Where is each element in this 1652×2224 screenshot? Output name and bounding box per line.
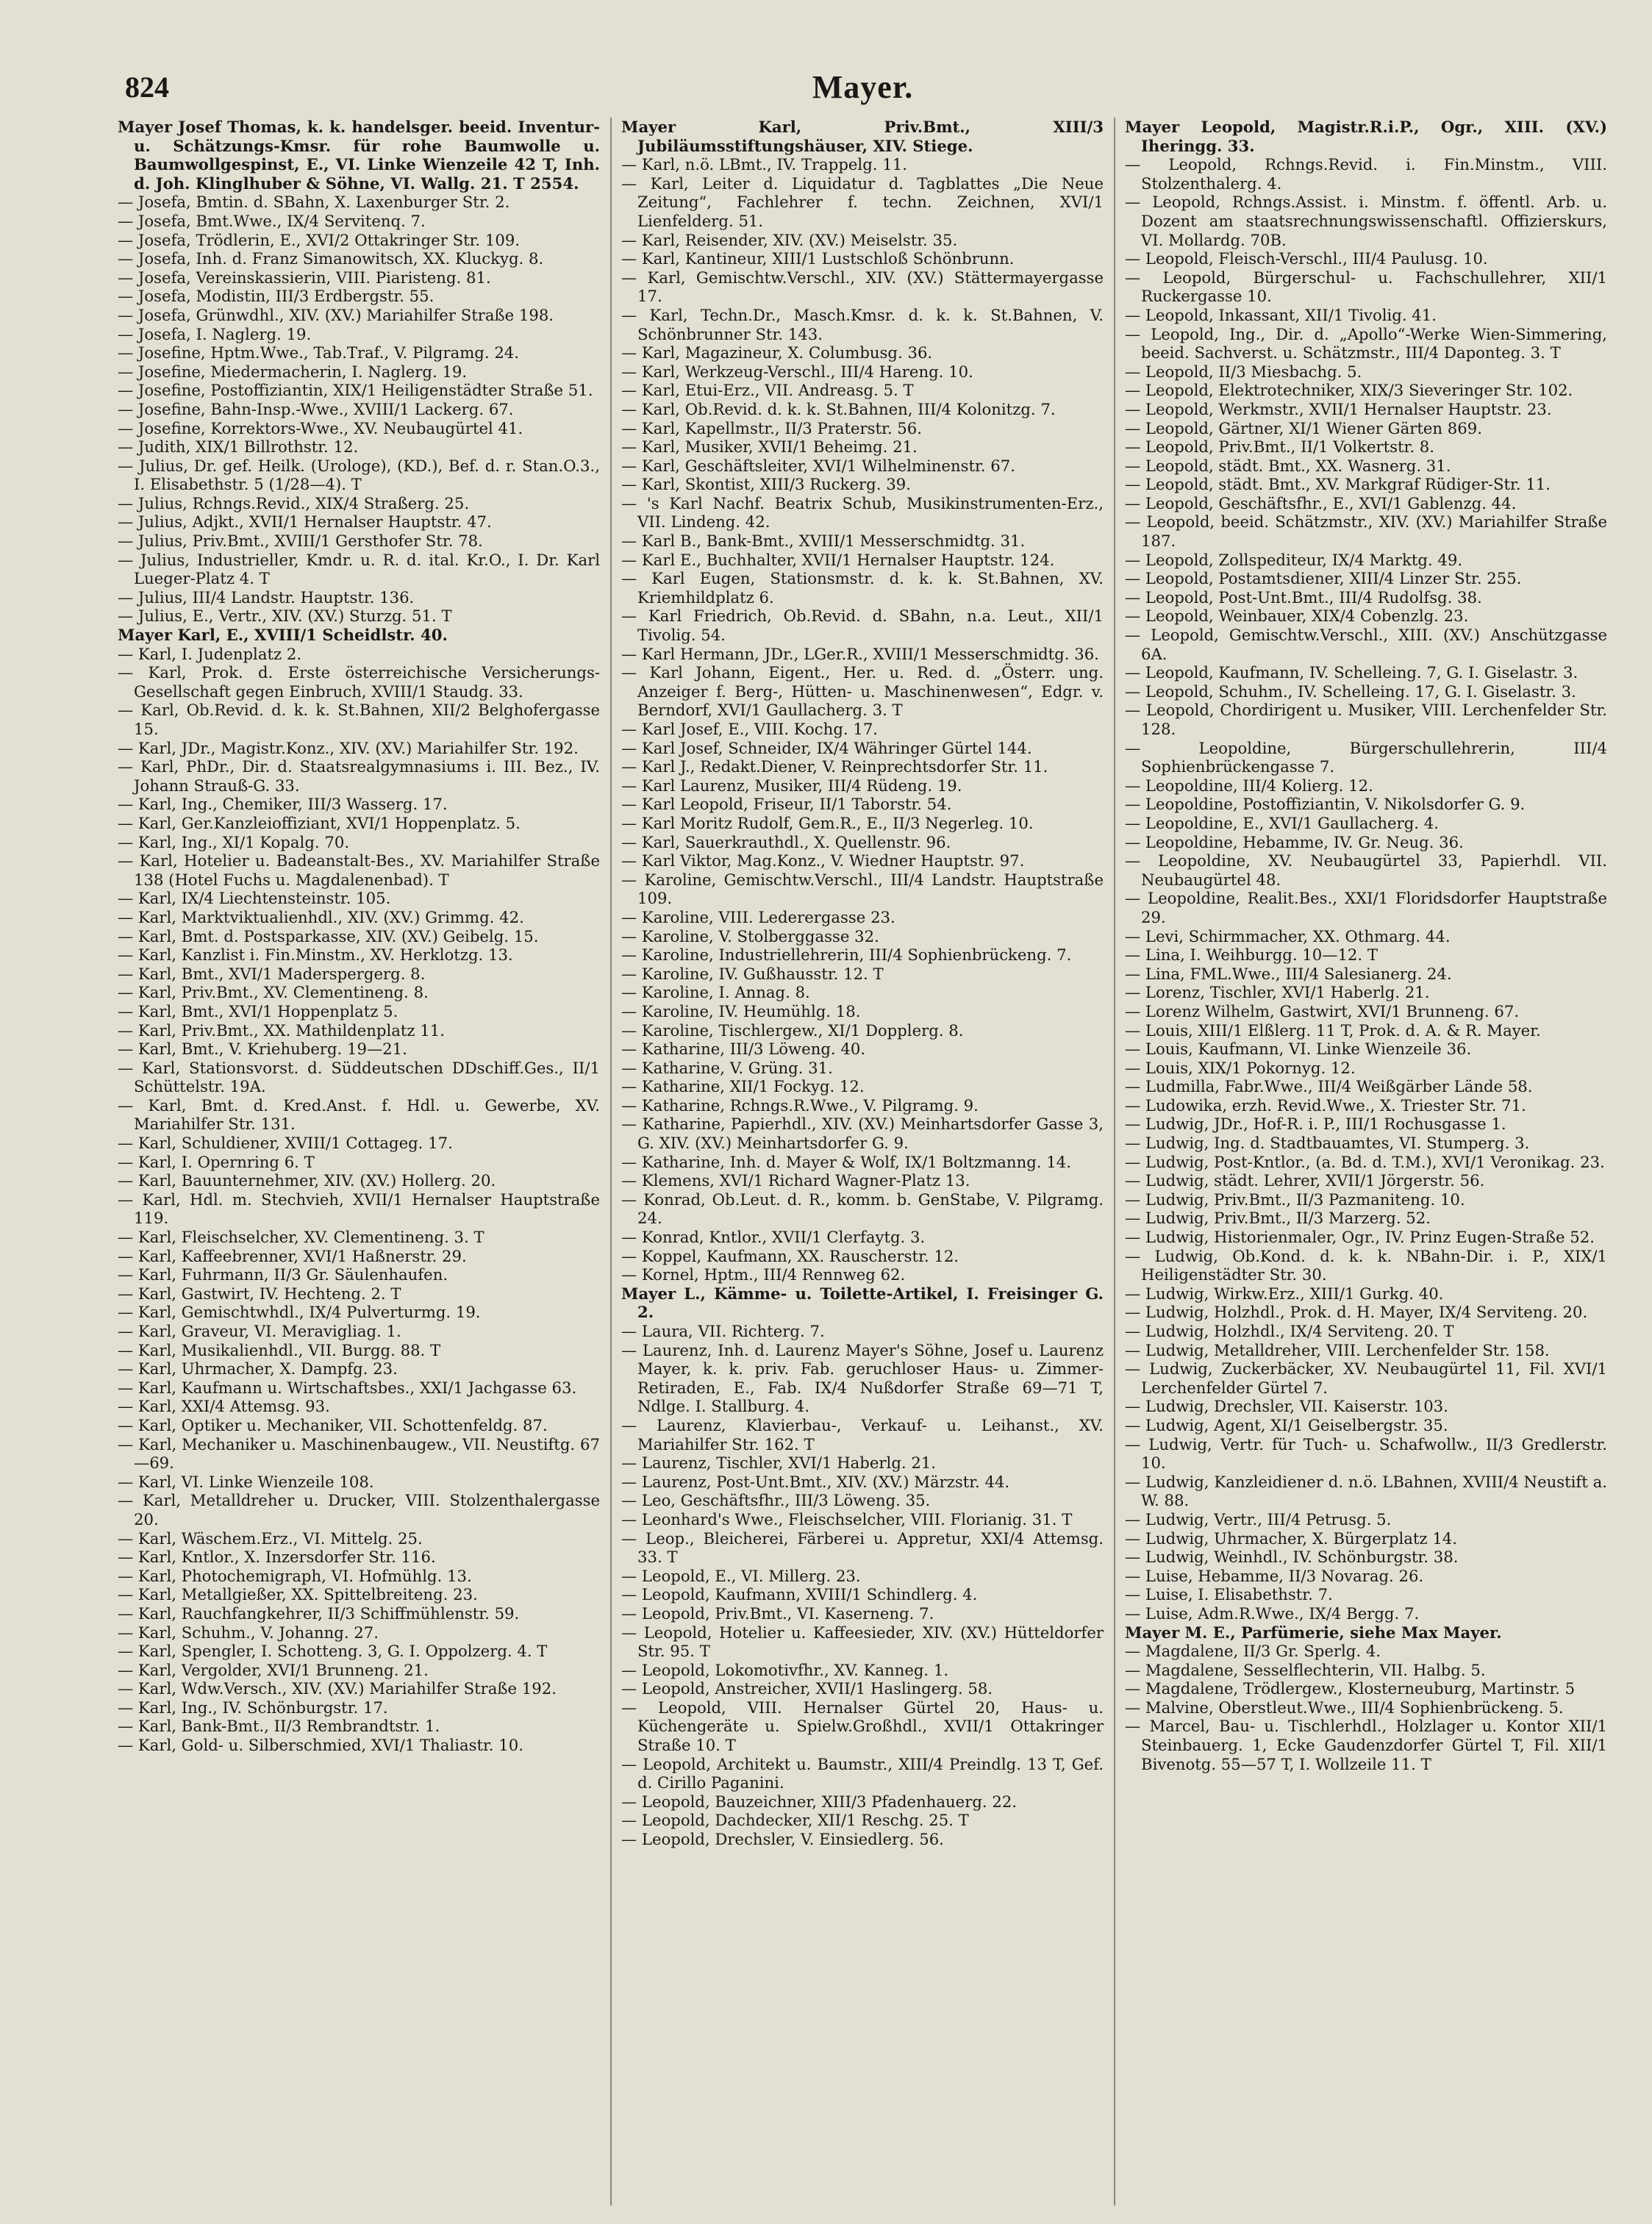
directory-entry: — Karl, Wdw.Versch., XIV. (XV.) Mariahilfer Straße 192. (118, 1679, 557, 1698)
directory-entry: — Karl, Bank-Bmt., II/3 Rembrandtstr. 1. (118, 1717, 440, 1736)
directory-entry: — Leopoldine, E., XVI/1 Gaullacherg. 4. (1125, 813, 1439, 832)
directory-entry: — Leopold, Weinbauer, XIX/4 Cobenzlg. 23. (1125, 607, 1469, 626)
directory-entry: — Karl Viktor, Mag.Konz., V. Wiedner Hauptstr. 97. (621, 851, 1025, 870)
directory-entry: — Leopold, Rchngs.Assist. i. Minstm. f. öffentl. Arb. u. Dozent am staatsrechnungswissenschaftl. Offizierskurs, VI. Mollardg. 70B. (1125, 193, 1607, 249)
directory-entry: — Karl, Mechaniker u. Maschinenbaugew., VII. Neustiftg. 67—69. (118, 1434, 600, 1473)
directory-entry: — Katharine, V. Grüng. 31. (621, 1058, 833, 1077)
directory-entry: — Ludwig, Holzhdl., Prok. d. H. Mayer, IX/4 Serviteng. 20. (1125, 1303, 1588, 1322)
directory-entry: — Karl, JDr., Magistr.Konz., XIV. (XV.) Mariahilfer Str. 192. (118, 738, 579, 757)
directory-entry: — Lorenz Wilhelm, Gastwirt, XVI/1 Brunneng. 67. (1125, 1001, 1520, 1020)
directory-entry: — Karl, Gemischtwhdl., IX/4 Pulverturmg. 19. (118, 1303, 481, 1322)
directory-entry: — Malvine, Oberstleut.Wwe., III/4 Sophienbrückeng. 5. (1125, 1698, 1564, 1717)
directory-entry: — Josefa, I. Naglerg. 19. (118, 324, 312, 343)
directory-entry: — Ludowika, erzh. Revid.Wwe., X. Triester Str. 71. (1125, 1095, 1526, 1115)
directory-entry: — Luise, Adm.R.Wwe., IX/4 Bergg. 7. (1125, 1603, 1420, 1623)
directory-entry: — Karl, Stationsvorst. d. Süddeutschen DDschiff.Ges., II/1 Schüttelstr. 19A. (118, 1058, 600, 1096)
directory-entry: — Josefa, Bmt.Wwe., IX/4 Servitenq. 7. (118, 211, 426, 230)
directory-entry: — Josefine, Postoffiziantin, XIX/1 Heiligenstädter Straße 51. (118, 381, 593, 400)
directory-entry: — Leopold, Drechsler, V. Einsiedlerg. 56. (621, 1830, 944, 1849)
directory-entry: — Laurenz, Tischler, XVI/1 Haberlg. 21. (621, 1454, 937, 1473)
directory-entry: — Karl, Priv.Bmt., XX. Mathildenplatz 11. (118, 1020, 445, 1040)
directory-entry: — Josefa, Trödlerin, E., XVI/2 Ottakringer Str. 109. (118, 230, 521, 249)
directory-entry: — Magdalene, Sesselflechterin, VII. Halbg. 5. (1125, 1660, 1486, 1679)
directory-entry: — Louis, XIII/1 Elßlerg. 11 T, Prok. d. A. & R. Mayer. (1125, 1020, 1541, 1040)
directory-entry: — Karl, Metallgießer, XX. Spittelbreiteng. 23. (118, 1585, 478, 1604)
directory-entry: — Leopold, Architekt u. Baumstr., XIII/4 Preindlg. 13 T, Gef. d. Cirillo Paganini. (621, 1754, 1104, 1792)
directory-entry: — Leopold, Postamtsdiener, XIII/4 Linzer Str. 255. (1125, 569, 1522, 588)
directory-entry: — Ludwig, Holzhdl., IX/4 Serviteng. 20. T (1125, 1322, 1454, 1340)
directory-entry: — Karl, Ing., XI/1 Kopalg. 70. (118, 832, 350, 851)
directory-entry: — Katharine, Rchngs.R.Wwe., V. Pilgramg. 9. (621, 1095, 979, 1115)
directory-entry: — Karl, Hdl. m. Stechvieh, XVII/1 Hernalser Hauptstraße 119. (118, 1190, 600, 1228)
directory-entry: Mayer Karl, E., XVIII/1 Scheidlstr. 40. (118, 626, 448, 645)
directory-entry: — Louis, Kaufmann, VI. Linke Wienzeile 36. (1125, 1040, 1472, 1059)
directory-entry: — Ludwig, Vertr., III/4 Petrusg. 5. (1125, 1509, 1392, 1528)
directory-entry: — Karl, Bmt. d. Kred.Anst. f. Hdl. u. Gewerbe, XV. Mariahilfer Str. 131. (118, 1095, 600, 1134)
directory-entry: — Konrad, Ob.Leut. d. R., komm. b. GenStabe, V. Pilgramg. 24. (621, 1190, 1104, 1228)
directory-entry: Mayer L., Kämme- u. Toilette-Artikel, I. Freisinger G. 2. (621, 1284, 1104, 1322)
directory-entry: — Leopold, Priv.Bmt., VI. Kaserneng. 7. (621, 1603, 934, 1623)
directory-entry: — Katharine, Inh. d. Mayer & Wolf, IX/1 Boltzmanng. 14. (621, 1152, 1071, 1171)
running-title: Mayer. (812, 69, 914, 105)
directory-entry: — Julius, Rchngs.Revid., XIX/4 Straßerg. 25. (118, 493, 470, 512)
directory-entry: — Karoline, IV. Gußhausstr. 12. T (621, 964, 884, 983)
directory-entry: — Levi, Schirmmacher, XX. Othmarg. 44. (1125, 926, 1451, 945)
directory-entry: — Karl, Fuhrmann, II/3 Gr. Säulenhaufen. (118, 1265, 448, 1284)
directory-entry: — Ludwig, Drechsler, VII. Kaiserstr. 103. (1125, 1397, 1448, 1416)
directory-entry: — Karl, Magazineur, X. Columbusg. 36. (621, 343, 933, 362)
directory-entry: — Josefa, Bmtin. d. SBahn, X. Laxenburger Str. 2. (118, 193, 510, 212)
directory-entry: — Karl, Kantineur, XIII/1 Lustschloß Schönbrunn. (621, 249, 1015, 268)
directory-entry: — Karl, Schuldiener, XVIII/1 Cottageg. 17. (118, 1134, 453, 1153)
directory-entry: — Louis, XIX/1 Pokornyg. 12. (1125, 1058, 1356, 1077)
directory-entry: — Leopold, Schuhm., IV. Schelleing. 17, G. I. Giselastr. 3. (1125, 682, 1576, 701)
directory-entry: — Karl, Vergolder, XVI/1 Brunneng. 21. (118, 1660, 429, 1679)
directory-entry: — Leopold, Gemischtw.Verschl., XIII. (XV.) Anschützgasse 6A. (1125, 626, 1607, 663)
directory-entry: — Katharine, III/3 Löweng. 40. (621, 1040, 866, 1059)
directory-entry: — Kornel, Hptm., III/4 Rennweg 62. (621, 1265, 906, 1284)
directory-entry: — Leopold, Elektrotechniker, XIX/3 Sieveringer Str. 102. (1125, 381, 1573, 400)
directory-entry: — Ludwig, Ing. d. Stadtbauamtes, VI. Stumperg. 3. (1125, 1134, 1530, 1153)
directory-entry: — Karl, Uhrmacher, X. Dampfg. 23. (118, 1359, 398, 1379)
directory-entry: — Karl, Marktviktualienhdl., XIV. (XV.) Grimmg. 42. (118, 907, 524, 926)
page-number: 824 (125, 71, 169, 104)
directory-entry: — Katharine, Papierhdl., XIV. (XV.) Meinhartsdorfer Gasse 3, G. XIV. (XV.) Meinhartsdorfer G. 9. (621, 1115, 1104, 1153)
directory-entry: — Leopold, beeid. Schätzmstr., XIV. (XV.) Mariahilfer Straße 187. (1125, 512, 1607, 551)
directory-entry: — Karl Friedrich, Ob.Revid. d. SBahn, n.a. Leut., XII/1 Tivolig. 54. (621, 607, 1104, 645)
directory-entry: — Karl, I. Opernring 6. T (118, 1152, 315, 1171)
directory-entry: — Karl, Priv.Bmt., XV. Clementineng. 8. (118, 983, 429, 1002)
directory-entry: — Karl, Ob.Revid. d. k. k. St.Bahnen, XII/2 Belghofergasse 15. (118, 701, 600, 738)
directory-entry: — Julius, Adjkt., XVII/1 Hernalser Hauptstr. 47. (118, 512, 492, 532)
directory-entry: — Josefine, Korrektors-Wwe., XV. Neubaugürtel 41. (118, 418, 523, 437)
directory-entry: — Lina, I. Weihburgg. 10—12. T (1125, 945, 1379, 965)
directory-entry: — Karl, Kaffeebrenner, XVI/1 Haßnerstr. 29. (118, 1246, 467, 1265)
directory-entry: — Magdalene, II/3 Gr. Sperlg. 4. (1125, 1642, 1381, 1661)
directory-entry: — Leopold, städt. Bmt., XV. Markgraf Rüdiger-Str. 11. (1125, 475, 1551, 494)
directory-entry: — Leopold, Werkmstr., XVII/1 Hernalser Hauptstr. 23. (1125, 399, 1552, 418)
directory-entry: — Karl, n.ö. LBmt., IV. Trappelg. 11. (621, 155, 907, 174)
directory-entry: — Karl Moritz Rudolf, Gem.R., E., II/3 Negerleg. 10. (621, 813, 1034, 832)
directory-entry: — Karl E., Buchhalter, XVII/1 Hernalser Hauptstr. 124. (621, 550, 1055, 569)
directory-entry: — Ludwig, Zuckerbäcker, XV. Neubaugürtel 11, Fil. XVI/1 Lerchenfelder Gürtel 7. (1125, 1359, 1607, 1397)
directory-entry: — Ludwig, Post-Kntlor., (a. Bd. d. T.M.), XVI/1 Veronikag. 23. (1125, 1152, 1605, 1171)
directory-entry: — Karl, Leiter d. Liquidatur d. Tagblattes „Die Neue Zeitung“, Fachlehrer f. techn. Zeichnen, XVI/1 Lienfelderg. 51. (621, 174, 1104, 230)
directory-entry: — Julius, E., Vertr., XIV. (XV.) Sturzg. 51. T (118, 607, 452, 626)
directory-entry: — Luise, I. Elisabethstr. 7. (1125, 1585, 1333, 1604)
directory-entry: — Ludwig, Kanzleidiener d. n.ö. LBahnen, XVIII/4 Neustift a. W. 88. (1125, 1472, 1607, 1510)
directory-entry: — Laurenz, Klavierbau-, Verkauf- u. Leihanst., XV. Mariahilfer Str. 162. T (621, 1415, 1104, 1454)
directory-entry: — Leopold, Dachdecker, XII/1 Reschg. 25. T (621, 1811, 969, 1830)
directory-entry: — Karl, Geschäftsleiter, XVI/1 Wilhelminenstr. 67. (621, 456, 1015, 475)
directory-entry: — Leopold, Hotelier u. Kaffeesieder, XIV. (XV.) Hütteldorfer Str. 95. T (621, 1623, 1104, 1661)
directory-entry: — Karoline, V. Stolberggasse 32. (621, 926, 879, 945)
directory-entry: — Leopold, Zollspediteur, IX/4 Marktg. 49. (1125, 550, 1463, 569)
directory-entry: — Leopold, E., VI. Millerg. 23. (621, 1566, 861, 1585)
directory-entry: — Karl, Skontist, XIII/3 Ruckerg. 39. (621, 475, 911, 494)
directory-entry: — Karl, Kapellmstr., II/3 Praterstr. 56. (621, 418, 922, 437)
directory-entry: Mayer M. E., Parfümerie, siehe Max Mayer. (1125, 1623, 1502, 1642)
directory-entry: — Karl, Prok. d. Erste österreichische Versicherungs-Gesellschaft gegen Einbruch, XVIII/1 Staudg. 33. (118, 663, 600, 701)
directory-entry: — Josefa, Inh. d. Franz Simanowitsch, XX. Kluckyg. 8. (118, 249, 544, 268)
directory-entry: — Ludwig, Metalldreher, VIII. Lerchenfelder Str. 158. (1125, 1340, 1550, 1359)
directory-entry: — Karl, Musikalienhdl., VII. Burgg. 88. T (118, 1340, 441, 1359)
directory-entry: — Karl Leopold, Friseur, II/1 Taborstr. 54. (621, 795, 952, 814)
directory-entry: — Leopold, Lokomotivfhr., XV. Kanneg. 1. (621, 1660, 949, 1679)
directory-entry: — Ludwig, Priv.Bmt., II/3 Marzerg. 52. (1125, 1209, 1431, 1228)
directory-entry: — Leop., Bleicherei, Färberei u. Appretur, XXI/4 Attemsg. 33. T (621, 1528, 1104, 1567)
directory-entry: — Karl, Reisender, XIV. (XV.) Meiselstr. 35. (621, 230, 958, 249)
directory-entry: — Karl, Ger.Kanzleioffiziant, XVI/1 Hoppenplatz. 5. (118, 813, 521, 832)
directory-entry: Mayer Karl, Priv.Bmt., XIII/3 Jubiläumsstiftungshäuser, XIV. Stiege. (621, 118, 1104, 155)
directory-entry: — Karl, XXI/4 Attemsg. 93. (118, 1397, 330, 1416)
directory-entry: — Luise, Hebamme, II/3 Novarag. 26. (1125, 1566, 1424, 1585)
directory-entry: — Josefa, Modistin, III/3 Erdbergstr. 55. (118, 287, 435, 306)
directory-entry: — Leopoldine, Bürgerschullehrerin, III/4 Sophienbrückengasse 7. (1125, 738, 1607, 776)
directory-entry: — Karl, Bmt., XVI/1 Hoppenplatz 5. (118, 1001, 398, 1020)
directory-entry: — Karl, Fleischselcher, XV. Clementineng. 3. T (118, 1228, 484, 1247)
directory-entry: — Ludwig, Weinhdl., IV. Schönburgstr. 38. (1125, 1548, 1459, 1567)
directory-entry: — Leopold, Anstreicher, XVII/1 Haslingerg. 58. (621, 1679, 993, 1698)
directory-entry: — Karl, Rauchfangkehrer, II/3 Schiffmühlenstr. 59. (118, 1603, 520, 1623)
directory-entry: — Karl, Schuhm., V. Johanng. 27. (118, 1623, 379, 1642)
directory-entry: — Karl, Gemischtw.Verschl., XIV. (XV.) Stättermayergasse 17. (621, 268, 1104, 306)
directory-entry: — Julius, Priv.Bmt., XVIII/1 Gersthofer Str. 78. (118, 532, 483, 551)
directory-column-2 (621, 118, 1104, 2206)
directory-entry: — Josefa, Vereinskassierin, VIII. Piaristeng. 81. (118, 268, 491, 287)
directory-entry: — Leopoldine, Hebamme, IV. Gr. Neug. 36. (1125, 832, 1464, 851)
directory-entry: — Josefine, Hptm.Wwe., Tab.Traf., V. Pilgramg. 24. (118, 343, 520, 362)
directory-entry: — Ludwig, Vertr. für Tuch- u. Schafwollw., II/3 Gredlerstr. 10. (1125, 1434, 1607, 1473)
directory-entry: — Karl, I. Judenplatz 2. (118, 644, 302, 663)
directory-entry: — Laurenz, Post-Unt.Bmt., XIV. (XV.) Märzstr. 44. (621, 1472, 1010, 1491)
directory-entry: — Magdalene, Trödlergew., Klosterneuburg, Martinstr. 5 (1125, 1679, 1576, 1698)
directory-entry: — Ludwig, Wirkw.Erz., XIII/1 Gurkg. 40. (1125, 1284, 1444, 1303)
directory-entry: — Ludmilla, Fabr.Wwe., III/4 Weißgärber Lände 58. (1125, 1077, 1533, 1096)
directory-entry: — Julius, Industrieller, Kmdr. u. R. d. ital. Kr.O., I. Dr. Karl Lueger-Platz 4. T (118, 550, 600, 588)
directory-entry: — Karl, Hotelier u. Badeanstalt-Bes., XV. Mariahilfer Straße 138 (Hotel Fuchs u. Magdalenenbad). T (118, 851, 600, 889)
directory-entry: — Josefine, Miedermacherin, I. Naglerg. 19. (118, 362, 468, 381)
directory-entry: — Karl Johann, Eigent., Her. u. Red. d. „Österr. ung. Anzeiger f. Berg-, Hütten- u. Maschinenwesen“, Edgr. v. Berndorf, XVI/1 Gaullacherg. 3. T (621, 663, 1104, 720)
directory-column-3 (1125, 118, 1607, 2206)
directory-entry: — Ludwig, Priv.Bmt., II/3 Pazmaniteng. 10. (1125, 1190, 1465, 1209)
directory-entry: — Karl, PhDr., Dir. d. Staatsrealgymnasiums i. III. Bez., IV. Johann Strauß-G. 33. (118, 757, 600, 795)
directory-entry: — Karl, Sauerkrauthdl., X. Quellenstr. 96. (621, 832, 951, 851)
directory-entry: — Leopold, II/3 Miesbachg. 5. (1125, 362, 1362, 381)
directory-entry: — Karl, Bmt. d. Postsparkasse, XIV. (XV.) Geibelg. 15. (118, 926, 539, 945)
directory-entry: — Laurenz, Inh. d. Laurenz Mayer's Söhne, Josef u. Laurenz Mayer, k. k. priv. Fab. geruchloser Haus- u. Zimmer-Retiraden, E., Fab. IX/4 Nußdorfer Straße 69—71 T, Ndlge. I. Stallburg. 4. (621, 1340, 1104, 1416)
directory-entry: — Laura, VII. Richterg. 7. (621, 1322, 825, 1340)
directory-entry: — Leopold, Geschäftsfhr., E., XVI/1 Gablenzg. 44. (1125, 493, 1517, 512)
directory-entry: — Leopold, städt. Bmt., XX. Wasnerg. 31. (1125, 456, 1451, 475)
directory-entry: — Leopold, Bürgerschul- u. Fachschullehrer, XII/1 Ruckergasse 10. (1125, 268, 1607, 306)
directory-entry: — Josefine, Bahn-Insp.-Wwe., XVIII/1 Lackerg. 67. (118, 399, 514, 418)
directory-entry: — Josefa, Grünwdhl., XIV. (XV.) Mariahilfer Straße 198. (118, 305, 554, 324)
directory-entry: — Karl, IX/4 Liechtensteinstr. 105. (118, 889, 391, 908)
directory-entry: — Leopold, Priv.Bmt., II/1 Volkertstr. 8. (1125, 437, 1435, 457)
directory-entry: — Karl, Ing., Chemiker, III/3 Wasserg. 17. (118, 795, 448, 814)
directory-entry: Mayer Josef Thomas, k. k. handelsger. beeid. Inventur- u. Schätzungs-Kmsr. für rohe Baumwolle u. Baumwollgespinst, E., VI. Linke Wienzeile 42 T, Inh. d. Joh. Klinglhuber & Söhne, VI. Wallg. 21. T 2554. (118, 118, 600, 193)
directory-entry: — Karl, Spengler, I. Schotteng. 3, G. I. Oppolzerg. 4. T (118, 1642, 548, 1661)
directory-entry: — Leopoldine, XV. Neubaugürtel 33, Papierhdl. VII. Neubaugürtel 48. (1125, 851, 1607, 889)
column-divider (610, 118, 612, 2206)
directory-entry: — Leopoldine, Postoffiziantin, V. Nikolsdorfer G. 9. (1125, 795, 1526, 814)
directory-entry: — Ludwig, Ob.Kond. d. k. k. NBahn-Dir. i. P., XIX/1 Heiligenstädter Str. 30. (1125, 1246, 1607, 1284)
directory-entry: — Leopold, Gärtner, XI/1 Wiener Gärten 869. (1125, 418, 1482, 437)
directory-entry: — Karl, Ob.Revid. d. k. k. St.Bahnen, III/4 Kolonitzg. 7. (621, 399, 1056, 418)
directory-entry: — Koppel, Kaufmann, XX. Rauscherstr. 12. (621, 1246, 959, 1265)
directory-entry: — Leopoldine, III/4 Kolierg. 12. (1125, 776, 1373, 795)
directory-entry: — Ludwig, Historienmaler, Ogr., IV. Prinz Eugen-Straße 52. (1125, 1228, 1595, 1247)
directory-entry: — Karl, Bmt., V. Kriehuberg. 19—21. (118, 1040, 407, 1059)
directory-entry: — Karl, Optiker u. Mechaniker, VII. Schottenfeldg. 87. (118, 1415, 548, 1434)
directory-column-1 (118, 118, 600, 2206)
directory-entry: — Ludwig, Uhrmacher, X. Bürgerplatz 14. (1125, 1528, 1458, 1548)
directory-entry: — Karl, Graveur, VI. Meravigliag. 1. (118, 1322, 401, 1340)
directory-entry: — Judith, XIX/1 Billrothstr. 12. (118, 437, 359, 457)
directory-entry: — Karoline, Gemischtw.Verschl., III/4 Landstr. Hauptstraße 109. (621, 870, 1104, 908)
directory-columns (118, 118, 1621, 2206)
directory-entry: — Leopold, Chordirigent u. Musiker, VIII. Lerchenfelder Str. 128. (1125, 701, 1607, 738)
directory-entry: — Leopold, Inkassant, XII/1 Tivolig. 41. (1125, 305, 1437, 324)
directory-entry: — Karl, Kanzlist i. Fin.Minstm., XV. Herklotzg. 13. (118, 945, 513, 965)
directory-entry: — Karl J., Redakt.Diener, V. Reinprechtsdorfer Str. 11. (621, 757, 1048, 776)
directory-entry: — Karoline, I. Annag. 8. (621, 983, 810, 1002)
directory-entry: — Julius, III/4 Landstr. Hauptstr. 136. (118, 587, 415, 607)
directory-entry: — Leopoldine, Realit.Bes., XXI/1 Floridsdorfer Hauptstraße 29. (1125, 889, 1607, 926)
directory-entry: Mayer Leopold, Magistr.R.i.P., Ogr., XIII. (XV.) Iheringg. 33. (1125, 118, 1607, 155)
directory-entry: — Leopold, Rchngs.Revid. i. Fin.Minstm., VIII. Stolzenthalerg. 4. (1125, 155, 1607, 193)
directory-entry: — Leo, Geschäftsfhr., III/3 Löweng. 35. (621, 1491, 931, 1510)
directory-entry: — Karl, VI. Linke Wienzeile 108. (118, 1472, 374, 1491)
page-header (110, 70, 1615, 111)
directory-entry: — Karl, Ing., IV. Schönburgstr. 17. (118, 1698, 388, 1717)
directory-entry: — Karl Eugen, Stationsmstr. d. k. k. St.Bahnen, XV. Kriemhildplatz 6. (621, 569, 1104, 607)
directory-entry: — Karl B., Bank-Bmt., XVIII/1 Messerschmidtg. 31. (621, 532, 1026, 551)
directory-entry: — Leopold, Kaufmann, IV. Schelleing. 7, G. I. Giselastr. 3. (1125, 663, 1578, 682)
column-divider (1114, 118, 1115, 2206)
directory-entry: — Karl, Werkzeug-Verschl., III/4 Hareng. 10. (621, 362, 973, 381)
directory-entry: — Karl, Musiker, XVII/1 Beheimg. 21. (621, 437, 918, 457)
directory-entry: — Leopold, Ing., Dir. d. „Apollo“-Werke Wien-Simmering, beeid. Sachverst. u. Schätzmstr., III/4 Daponteg. 3. T (1125, 324, 1607, 362)
directory-entry: — Julius, Dr. gef. Heilk. (Urologe), (KD.), Bef. d. r. Stan.O.3., I. Elisabethstr. 5 (1/28—4). T (118, 456, 600, 494)
directory-entry: — Karl Josef, Schneider, IX/4 Währinger Gürtel 144. (621, 738, 1032, 757)
directory-entry: — Karoline, VIII. Lederergasse 23. (621, 907, 895, 926)
directory-entry: — Karl, Metalldreher u. Drucker, VIII. Stolzenthalergasse 20. (118, 1491, 600, 1528)
directory-entry: — Marcel, Bau- u. Tischlerhdl., Holzlager u. Kontor XII/1 Steinbauerg. 1, Ecke Gaudenzdorfer Gürtel T, Fil. XII/1 Bivenotg. 55—57 T, I. Wollzeile 11. T (1125, 1717, 1607, 1773)
directory-entry: — Karl, Photochemigraph, VI. Hofmühlg. 13. (118, 1566, 472, 1585)
directory-entry: — Ludwig, städt. Lehrer, XVII/1 Jörgerstr. 56. (1125, 1171, 1485, 1190)
directory-entry: — Leonhard's Wwe., Fleischselcher, VIII. Florianig. 31. T (621, 1509, 1073, 1528)
directory-entry: — Karoline, Industriellehrerin, III/4 Sophienbrückeng. 7. (621, 945, 1072, 965)
directory-entry: — Klemens, XVI/1 Richard Wagner-Platz 13. (621, 1171, 970, 1190)
directory-entry: — Karl, Bauunternehmer, XIV. (XV.) Hollerg. 20. (118, 1171, 496, 1190)
directory-entry: — Karl, Gastwirt, IV. Hechteng. 2. T (118, 1284, 401, 1303)
directory-entry: — Karl, Bmt., XVI/1 Maderspergerg. 8. (118, 964, 426, 983)
directory-entry: — 's Karl Nachf. Beatrix Schub, Musikinstrumenten-Erz., VII. Lindeng. 42. (621, 493, 1104, 532)
directory-entry: — Karl, Gold- u. Silberschmied, XVI/1 Thaliastr. 10. (118, 1736, 523, 1755)
directory-entry: — Leopold, Kaufmann, XVIII/1 Schindlerg. 4. (621, 1585, 978, 1604)
directory-entry: — Karoline, IV. Heumühlg. 18. (621, 1001, 861, 1020)
directory-entry: — Ludwig, Agent, XI/1 Geiselbergstr. 35. (1125, 1415, 1448, 1434)
directory-entry: — Leopold, Post-Unt.Bmt., III/4 Rudolfsg. 38. (1125, 587, 1482, 607)
directory-entry: — Karl Hermann, JDr., LGer.R., XVIII/1 Messerschmidtg. 36. (621, 644, 1099, 663)
directory-entry: — Karl Josef, E., VIII. Kochg. 17. (621, 720, 879, 738)
directory-entry: — Ludwig, JDr., Hof-R. i. P., III/1 Rochusgasse 1. (1125, 1115, 1506, 1134)
directory-entry: — Karl, Techn.Dr., Masch.Kmsr. d. k. k. St.Bahnen, V. Schönbrunner Str. 143. (621, 305, 1104, 343)
directory-entry: — Lorenz, Tischler, XVI/1 Haberlg. 21. (1125, 983, 1430, 1002)
directory-entry: — Lina, FML.Wwe., III/4 Salesianerg. 24. (1125, 964, 1452, 983)
directory-entry: — Karl, Etui-Erz., VII. Andreasg. 5. T (621, 381, 914, 400)
directory-entry: — Karl Laurenz, Musiker, III/4 Rüdeng. 19. (621, 776, 962, 795)
directory-entry: — Konrad, Kntlor., XVII/1 Clerfaytg. 3. (621, 1228, 926, 1247)
directory-entry: — Karl, Wäschem.Erz., VI. Mittelg. 25. (118, 1528, 423, 1548)
directory-entry: — Leopold, Fleisch-Verschl., III/4 Paulusg. 10. (1125, 249, 1488, 268)
directory-entry: — Katharine, XII/1 Fockyg. 12. (621, 1077, 865, 1096)
directory-entry: — Leopold, VIII. Hernalser Gürtel 20, Haus- u. Küchengeräte u. Spielw.Großhdl., XVII/1 Ottakringer Straße 10. T (621, 1698, 1104, 1755)
directory-entry: — Karl, Kntlor., X. Inzersdorfer Str. 116. (118, 1548, 436, 1567)
directory-entry: — Karoline, Tischlergew., XI/1 Dopplerg. 8. (621, 1020, 964, 1040)
directory-entry: — Karl, Kaufmann u. Wirtschaftsbes., XXI/1 Jachgasse 63. (118, 1378, 577, 1397)
directory-entry: — Leopold, Bauzeichner, XIII/3 Pfadenhauerg. 22. (621, 1792, 1018, 1811)
